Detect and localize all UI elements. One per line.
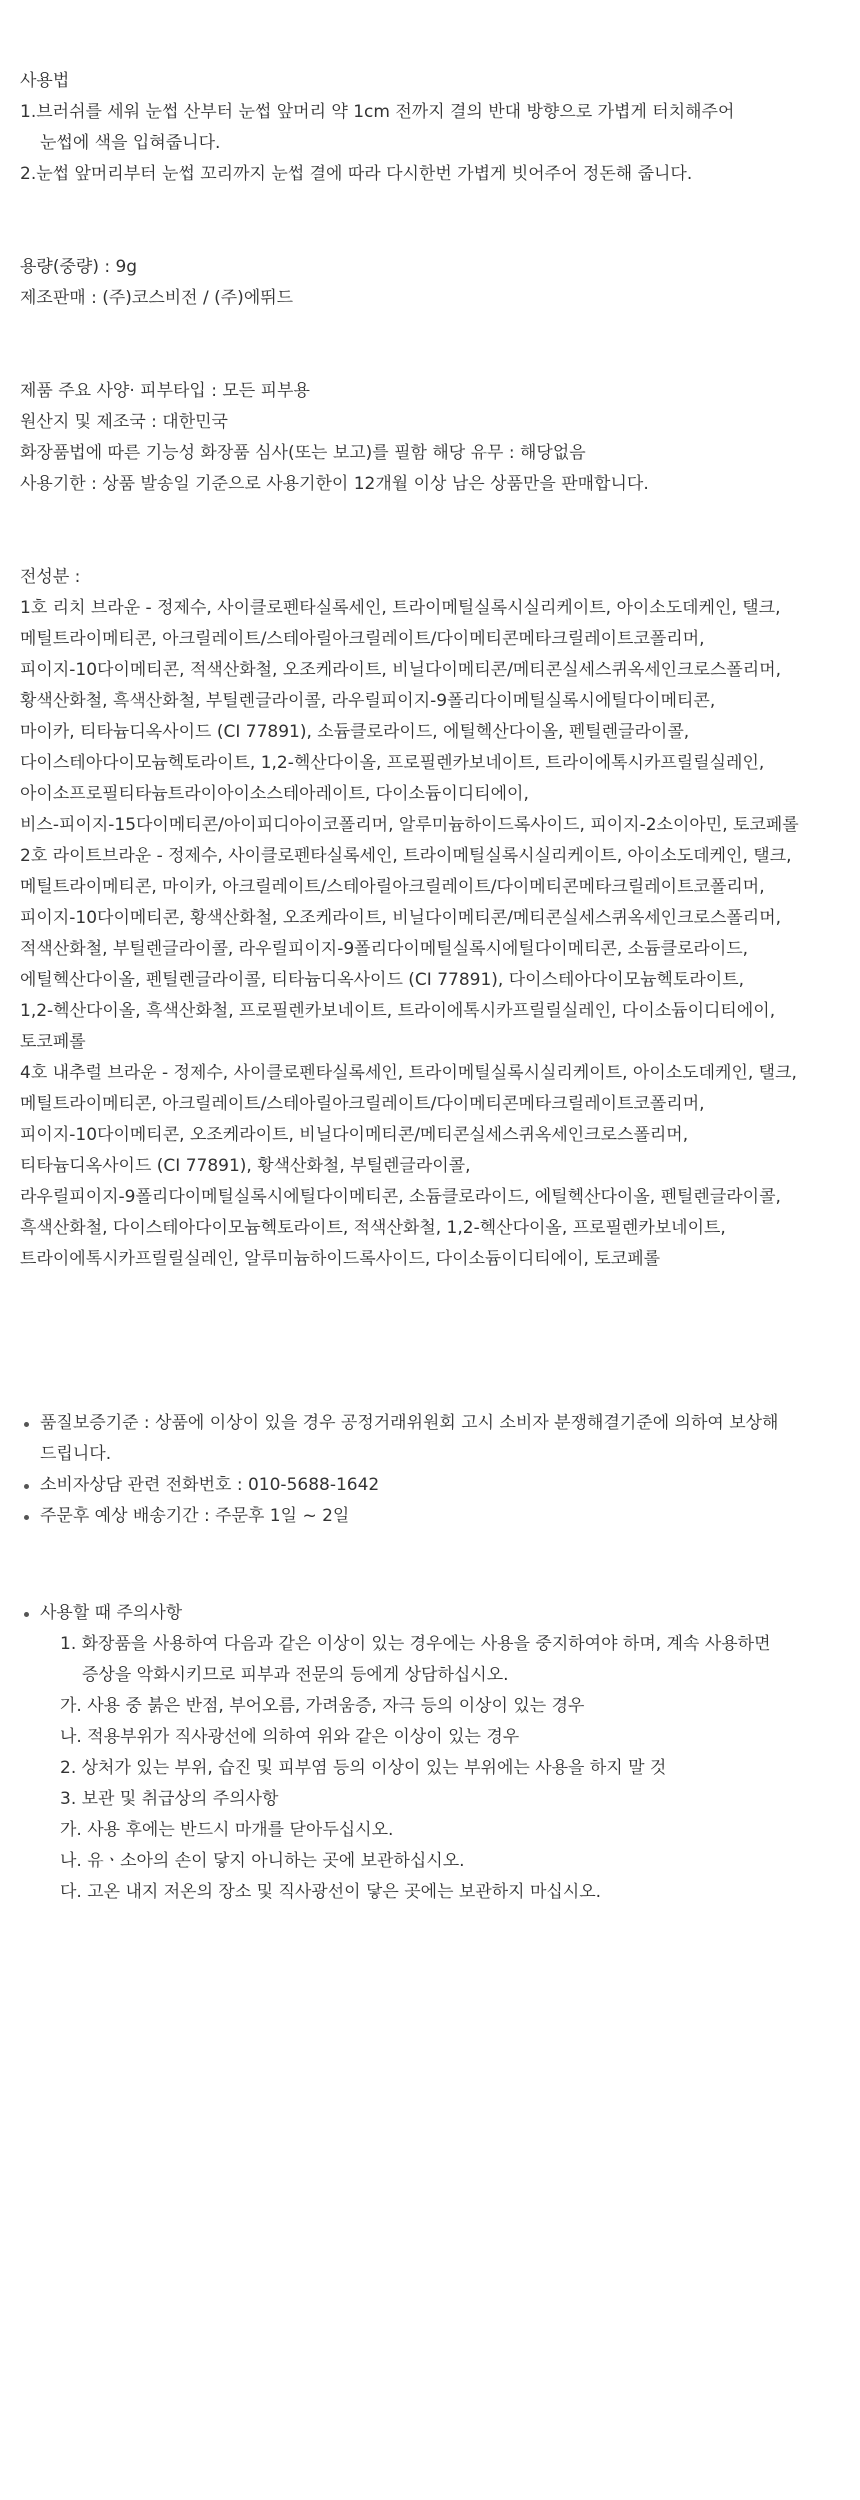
bullet-icon [20, 1501, 40, 1532]
bullet-icon [20, 1408, 40, 1470]
bullet-icon [20, 1598, 40, 1908]
caution-item-2: 2. 상처가 있는 부위, 습진 및 피부염 등의 이상이 있는 부위에는 사용을 하지 말 것 [60, 1758, 667, 1778]
list-item [20, 1501, 840, 1532]
caution-item-1-cont: 증상을 악화시키므로 피부과 전문의 등에게 상담하십시오. [82, 1665, 509, 1685]
ingredient-line: 피이지-10다이메티콘, 오조케라이트, 비닐다이메티콘/메티콘실세스퀴옥세인크로스폴리머, [20, 1125, 689, 1145]
list-item [20, 1598, 840, 1908]
origin: 원산지 및 제조국 : 대한민국 [20, 412, 228, 432]
ingredient-line: 티타늄디옥사이드 (CI 77891), 황색산화철, 부틸렌글라이콜, [20, 1156, 471, 1176]
usage-step-1-cont: 눈썹에 색을 입혀줍니다. [40, 133, 221, 153]
ingredient-line: 에틸헥산다이올, 펜틸렌글라이콜, 티타늄디옥사이드 (CI 77891), 다이스테아다이모늄헥토라이트, [20, 970, 745, 990]
caution-item-3: 3. 보관 및 취급상의 주의사항 [60, 1789, 279, 1809]
main-spec: 제품 주요 사양· 피부타입 : 모든 피부용 [20, 381, 310, 401]
functional-review: 화장품법에 따른 기능성 화장품 심사(또는 보고)를 필함 해당 유무 : 해당없음 [20, 443, 586, 463]
ingredient-line: 피이지-10다이메티콘, 적색산화철, 오조케라이트, 비닐다이메티콘/메티콘실세스퀴옥세인크로스폴리머, [20, 660, 782, 680]
ingredient-line: 흑색산화철, 다이스테아다이모늄헥토라이트, 적색산화철, 1,2-헥산다이올, 프로필렌카보네이트, [20, 1218, 726, 1238]
delivery-period: 주문후 예상 배송기간 : 주문후 1일 ~ 2일 [40, 1506, 350, 1526]
caution-item-3-da: 다. 고온 내지 저온의 장소 및 직사광선이 닿은 곳에는 보관하지 마십시오. [60, 1882, 602, 1902]
caution-item-1: 1. 화장품을 사용하여 다음과 같은 이상이 있는 경우에는 사용을 중지하여야 하며, 계속 사용하면 [60, 1634, 771, 1654]
consumer-phone: 소비자상담 관련 전화번호 : 010-5688-1642 [40, 1475, 380, 1495]
ingredient-line: 토코페롤 [20, 1032, 86, 1052]
volume: 용량(중량) : 9g [20, 257, 138, 277]
ingredient-line: 4호 내추럴 브라운 - 정제수, 사이클로펜타실록세인, 트라이메틸실록시실리케이트, 아이소도데케인, 탤크, [20, 1063, 797, 1083]
ingredient-line: 피이지-10다이메티콘, 황색산화철, 오조케라이트, 비닐다이메티콘/메티콘실세스퀴옥세인크로스폴리머, [20, 908, 782, 928]
ingredient-line: 적색산화철, 부틸렌글라이콜, 라우릴피이지-9폴리다이메틸실록시에틸다이메티콘, 소듐클로라이드, [20, 939, 749, 959]
ingredient-line: 트라이에톡시카프릴릴실레인, 알루미늄하이드록사이드, 다이소듐이디티에이, 토코페롤 [20, 1249, 661, 1269]
caution-item-1-ga: 가. 사용 중 붉은 반점, 부어오름, 가려움증, 자극 등의 이상이 있는 경우 [60, 1696, 585, 1716]
ingredient-line: 라우릴피이지-9폴리다이메틸실록시에틸다이메티콘, 소듐클로라이드, 에틸헥산다이올, 펜틸렌글라이콜, [20, 1187, 781, 1207]
manufacturer: 제조판매 : (주)코스비전 / (주)에뛰드 [20, 288, 294, 308]
quality-standard: 품질보증기준 : 상품에 이상이 있을 경우 공정거래위원회 고시 소비자 분쟁해결기준에 의하여 보상해 [40, 1413, 779, 1433]
product-detail-document [20, 66, 840, 1908]
ingredient-line: 아이소프로필티타늄트라이아이소스테아레이트, 다이소듐이디티에이, [20, 784, 529, 804]
usage-title: 사용법 [20, 71, 70, 91]
ingredient-line: 비스-피이지-15다이메티콘/아이피디아이코폴리머, 알루미늄하이드록사이드, 피이지-2소이아민, 토코페롤 [20, 815, 799, 835]
ingredient-line: 메틸트라이메티콘, 아크릴레이트/스테아릴아크릴레이트/다이메티콘메타크릴레이트코폴리머, [20, 629, 705, 649]
usage-step-1: 1.브러쉬를 세워 눈썹 산부터 눈썹 앞머리 약 1cm 전까지 결의 반대 방향으로 가볍게 터치해주어 [20, 102, 735, 122]
ingredient-line: 마이카, 티타늄디옥사이드 (CI 77891), 소듐클로라이드, 에틸헥산다이올, 펜틸렌글라이콜, [20, 722, 690, 742]
list-item [20, 1470, 840, 1501]
bullet-icon [20, 1470, 40, 1501]
ingredients-title: 전성분 : [20, 567, 81, 587]
ingredient-line: 1호 리치 브라운 - 정제수, 사이클로펜타실록세인, 트라이메틸실록시실리케이트, 아이소도데케인, 탤크, [20, 598, 781, 618]
notice-list [20, 1408, 840, 1532]
caution-item-3-ga: 가. 사용 후에는 반드시 마개를 닫아두십시오. [60, 1820, 394, 1840]
ingredient-line: 2호 라이트브라운 - 정제수, 사이클로펜타실록세인, 트라이메틸실록시실리케이트, 아이소도데케인, 탤크, [20, 846, 792, 866]
caution-list [20, 1598, 840, 1908]
caution-item-3-na: 나. 유ㆍ소아의 손이 닿지 아니하는 곳에 보관하십시오. [60, 1851, 465, 1871]
caution-title: 사용할 때 주의사항 [40, 1603, 183, 1623]
ingredient-line: 메틸트라이메티콘, 아크릴레이트/스테아릴아크릴레이트/다이메티콘메타크릴레이트코폴리머, [20, 1094, 705, 1114]
ingredient-line: 메틸트라이메티콘, 마이카, 아크릴레이트/스테아릴아크릴레이트/다이메티콘메타크릴레이트코폴리머, [20, 877, 765, 897]
ingredient-line: 다이스테아다이모늄헥토라이트, 1,2-헥산다이올, 프로필렌카보네이트, 트라이에톡시카프릴릴실레인, [20, 753, 765, 773]
list-item [20, 1408, 840, 1470]
ingredient-line: 황색산화철, 흑색산화철, 부틸렌글라이콜, 라우릴피이지-9폴리다이메틸실록시에틸다이메티콘, [20, 691, 716, 711]
ingredient-line: 1,2-헥산다이올, 흑색산화철, 프로필렌카보네이트, 트라이에톡시카프릴릴실레인, 다이소듐이디티에이, [20, 1001, 776, 1021]
quality-standard-cont: 드립니다. [40, 1444, 112, 1464]
usage-step-2: 2.눈썹 앞머리부터 눈썹 꼬리까지 눈썹 결에 따라 다시한번 가볍게 빗어주어 정돈해 줍니다. [20, 164, 693, 184]
expiry: 사용기한 : 상품 발송일 기준으로 사용기한이 12개월 이상 남은 상품만을 판매합니다. [20, 474, 649, 494]
caution-item-1-na: 나. 적용부위가 직사광선에 의하여 위와 같은 이상이 있는 경우 [60, 1727, 520, 1747]
ingredients-list [20, 593, 840, 1275]
